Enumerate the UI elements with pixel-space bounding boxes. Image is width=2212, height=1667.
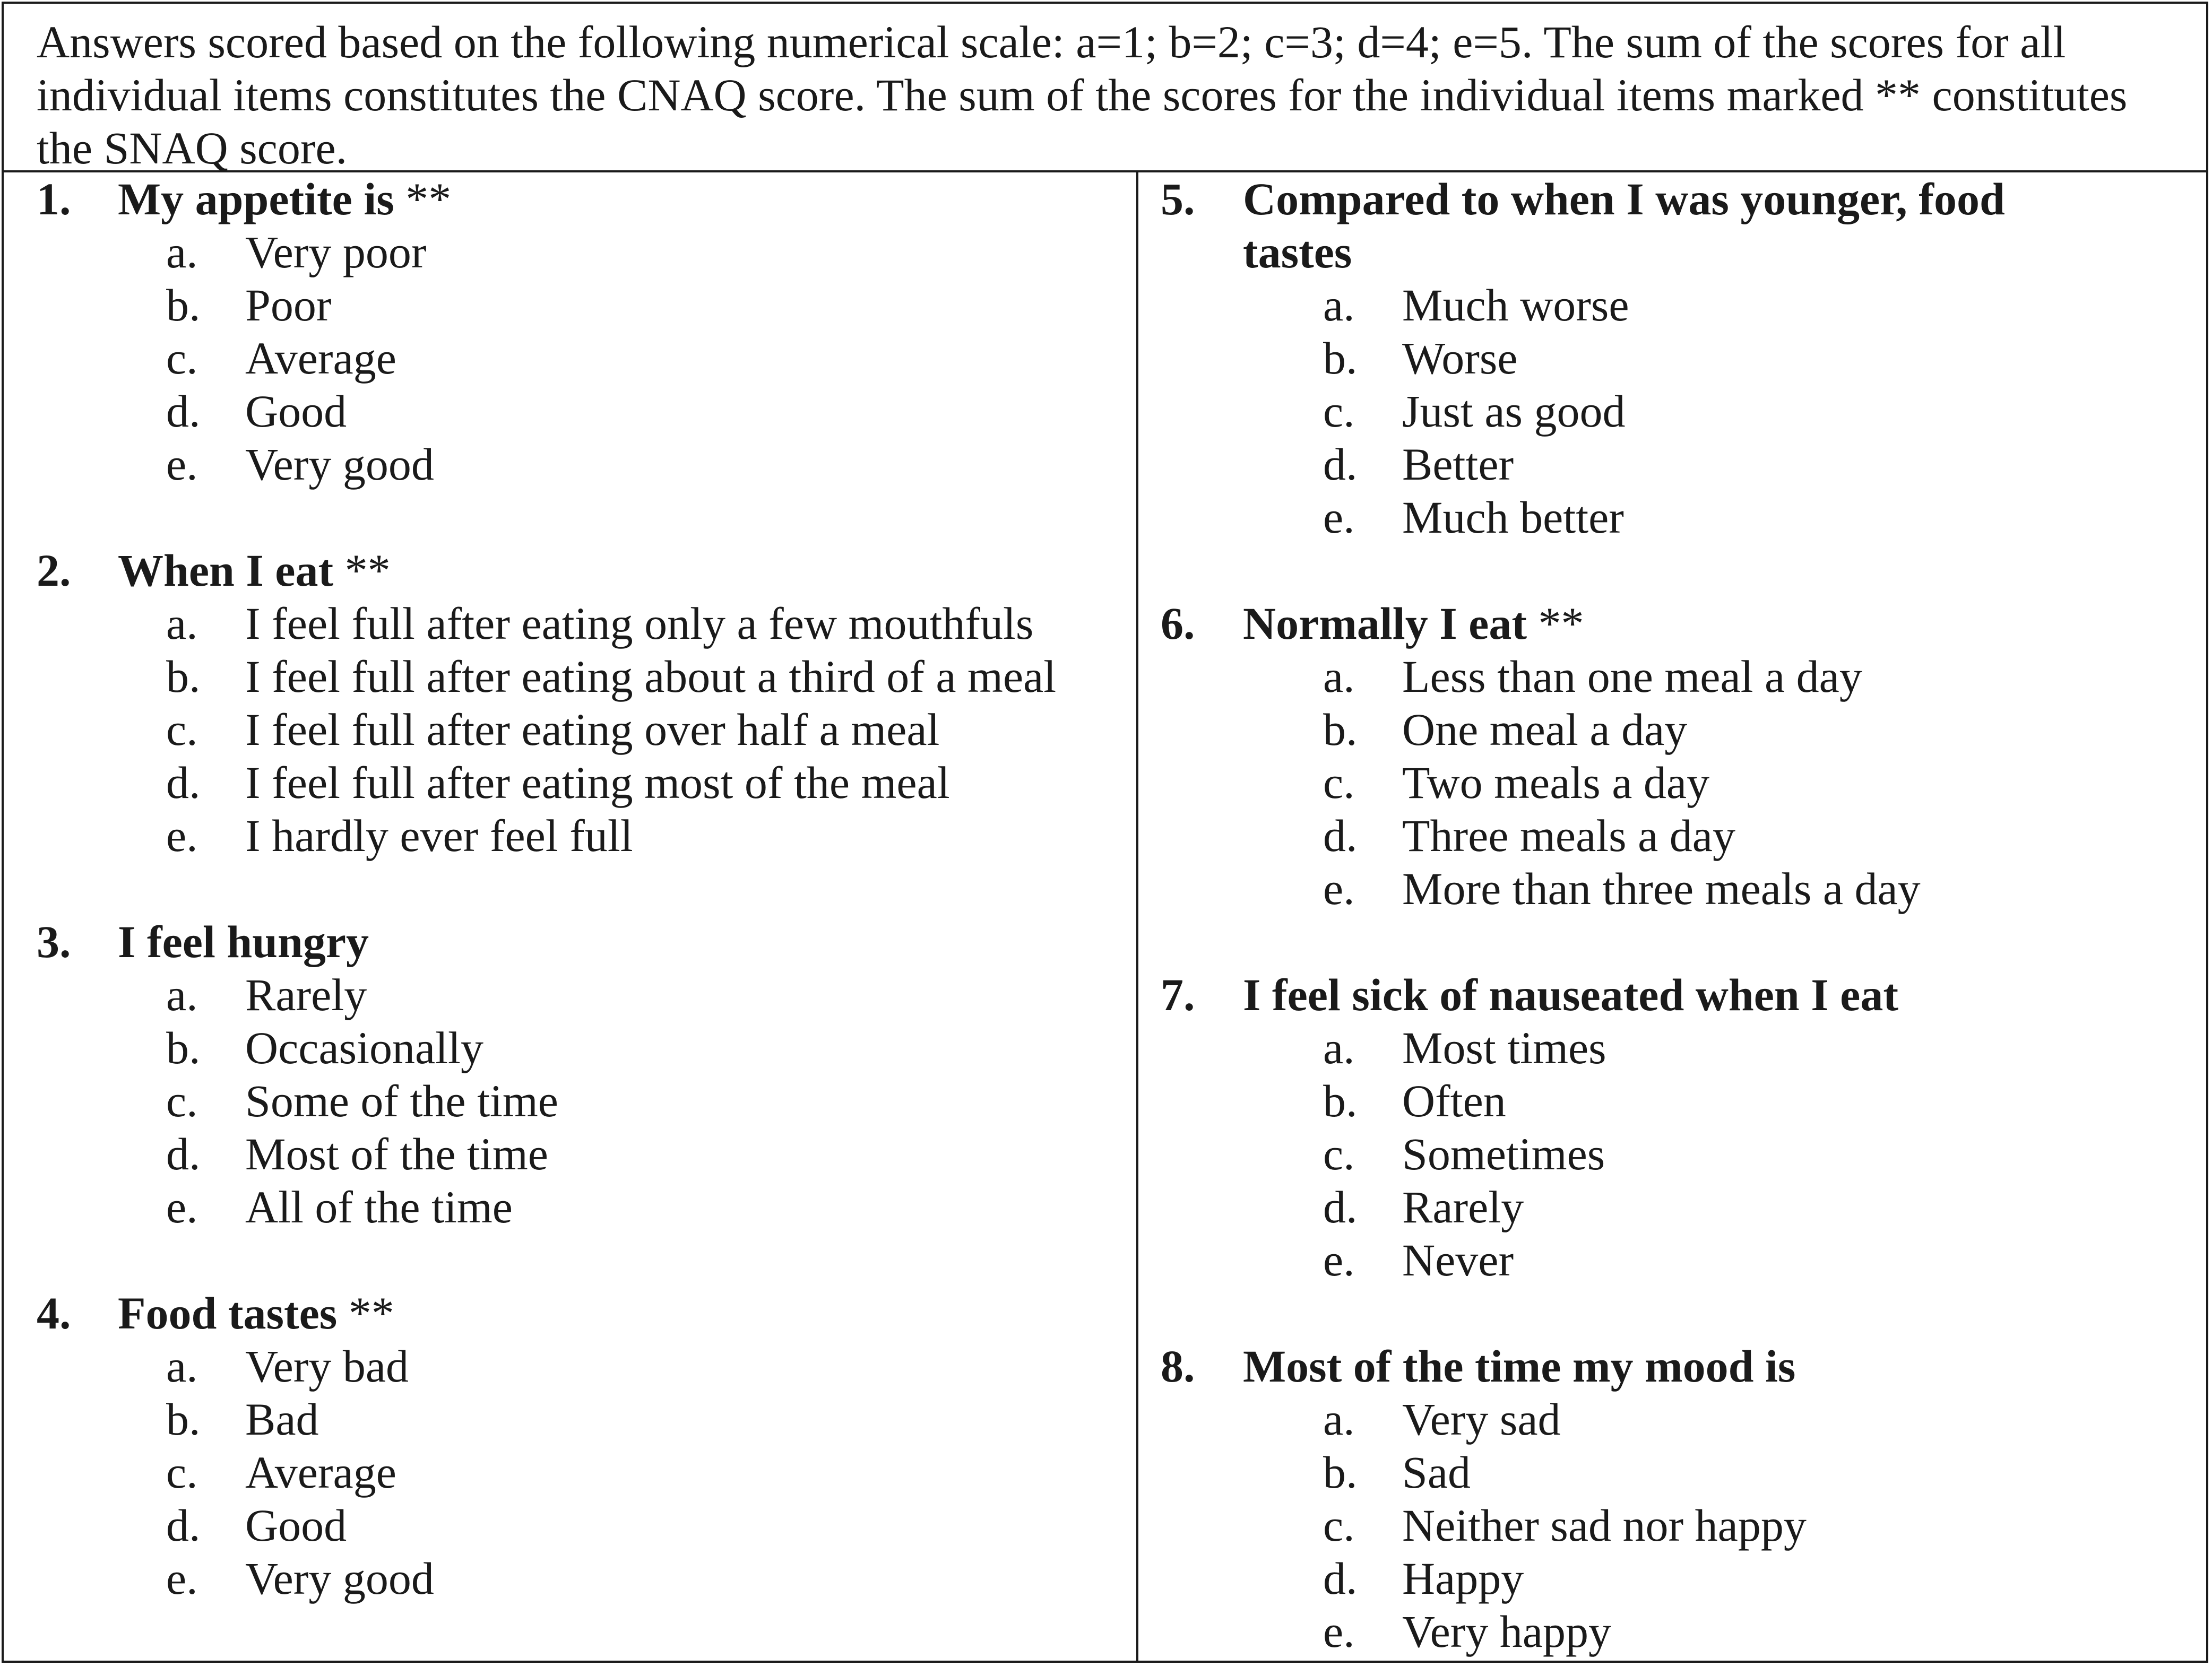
answer-option: c. Average (166, 333, 396, 384)
answer-option: d. Rarely (1323, 1182, 1524, 1232)
snaq-marker: ** (344, 545, 391, 596)
answer-option: c. Some of the time (166, 1075, 558, 1126)
right-column (1138, 172, 2206, 1661)
question-7 (1138, 968, 2206, 1287)
answer-option: c. I feel full after eating over half a meal (166, 704, 940, 755)
question-1 (4, 172, 1136, 491)
question-text: I feel hungry (118, 916, 369, 967)
answer-option: a. Rarely (166, 969, 367, 1020)
snaq-marker: ** (1538, 598, 1584, 649)
question-number: 2. (37, 545, 71, 596)
question-text: Most of the time my mood is (1243, 1341, 1796, 1392)
answer-option: c. Two meals a day (1323, 757, 1710, 808)
answer-option: b. Occasionally (166, 1022, 483, 1073)
answer-option: e. More than three meals a day (1323, 863, 1921, 914)
question-8 (1138, 1340, 2206, 1658)
question-number: 6. (1161, 598, 1195, 649)
answer-option: d. I feel full after eating most of the meal (166, 757, 950, 808)
answer-option: c. Just as good (1323, 386, 1626, 437)
snaq-marker: ** (348, 1288, 394, 1339)
answer-option: b. Bad (166, 1394, 319, 1445)
scoring-instructions: Answers scored based on the following numerical scale: a=1; b=2; c=3; d=4; e=5. The sum of the scores for all individual items constitutes the CNAQ score. The sum of the scores for the individual items marked ** constitutes the SNAQ score. (4, 4, 2206, 172)
answer-option: e. Much better (1323, 492, 1624, 543)
answer-option: c. Neither sad nor happy (1323, 1500, 1807, 1551)
question-text: Compared to when I was younger, food tastes (1243, 173, 2005, 277)
answer-option: c. Sometimes (1323, 1128, 1605, 1179)
answer-option: e. Very good (166, 439, 434, 490)
answer-option: e. All of the time (166, 1182, 513, 1232)
answer-option: e. I hardly ever feel full (166, 810, 633, 861)
answer-option: d. Three meals a day (1323, 810, 1735, 861)
questionnaire-table (2, 2, 2208, 1663)
answer-option: d. Better (1323, 439, 1514, 490)
answer-option: b. Sad (1323, 1447, 1471, 1498)
answer-option: c. Average (166, 1447, 396, 1498)
question-text: When I eat (118, 545, 334, 596)
question-number: 1. (37, 173, 71, 224)
left-column (4, 172, 1138, 1661)
question-2 (4, 544, 1136, 862)
question-number: 3. (37, 916, 71, 967)
answer-option: b. Worse (1323, 333, 1518, 384)
question-text: Normally I eat (1243, 598, 1527, 649)
answer-option: a. Much worse (1323, 280, 1629, 331)
answer-option: a. Very sad (1323, 1394, 1561, 1445)
answer-option: a. Very bad (166, 1341, 409, 1392)
answer-option: d. Most of the time (166, 1128, 548, 1179)
question-3 (4, 915, 1136, 1234)
answer-option: e. Very happy (1323, 1606, 1612, 1657)
answer-option: d. Good (166, 1500, 347, 1551)
answer-option: a. Less than one meal a day (1323, 651, 1862, 702)
answer-option: d. Happy (1323, 1553, 1524, 1604)
answer-option: b. Poor (166, 280, 332, 331)
answer-option: b. One meal a day (1323, 704, 1688, 755)
question-6 (1138, 597, 2206, 915)
question-number: 7. (1161, 969, 1195, 1020)
answer-option: d. Good (166, 386, 347, 437)
answer-option: b. Often (1323, 1075, 1506, 1126)
question-text: My appetite is (118, 173, 394, 224)
answer-option: e. Very good (166, 1553, 434, 1604)
answer-option: a. Most times (1323, 1022, 1606, 1073)
question-number: 4. (37, 1288, 71, 1339)
answer-option: e. Never (1323, 1235, 1514, 1286)
question-4 (4, 1287, 1136, 1605)
answer-option: a. Very poor (166, 227, 427, 277)
question-text: Food tastes (118, 1288, 338, 1339)
answer-option: a. I feel full after eating only a few mouthfuls (166, 598, 1034, 649)
answer-option: b. I feel full after eating about a third of a meal (166, 651, 1057, 702)
snaq-marker: ** (405, 173, 452, 224)
question-5 (1138, 172, 2206, 544)
question-number: 8. (1161, 1341, 1195, 1392)
question-number: 5. (1161, 173, 1195, 224)
question-text: I feel sick of nauseated when I eat (1243, 969, 1898, 1020)
